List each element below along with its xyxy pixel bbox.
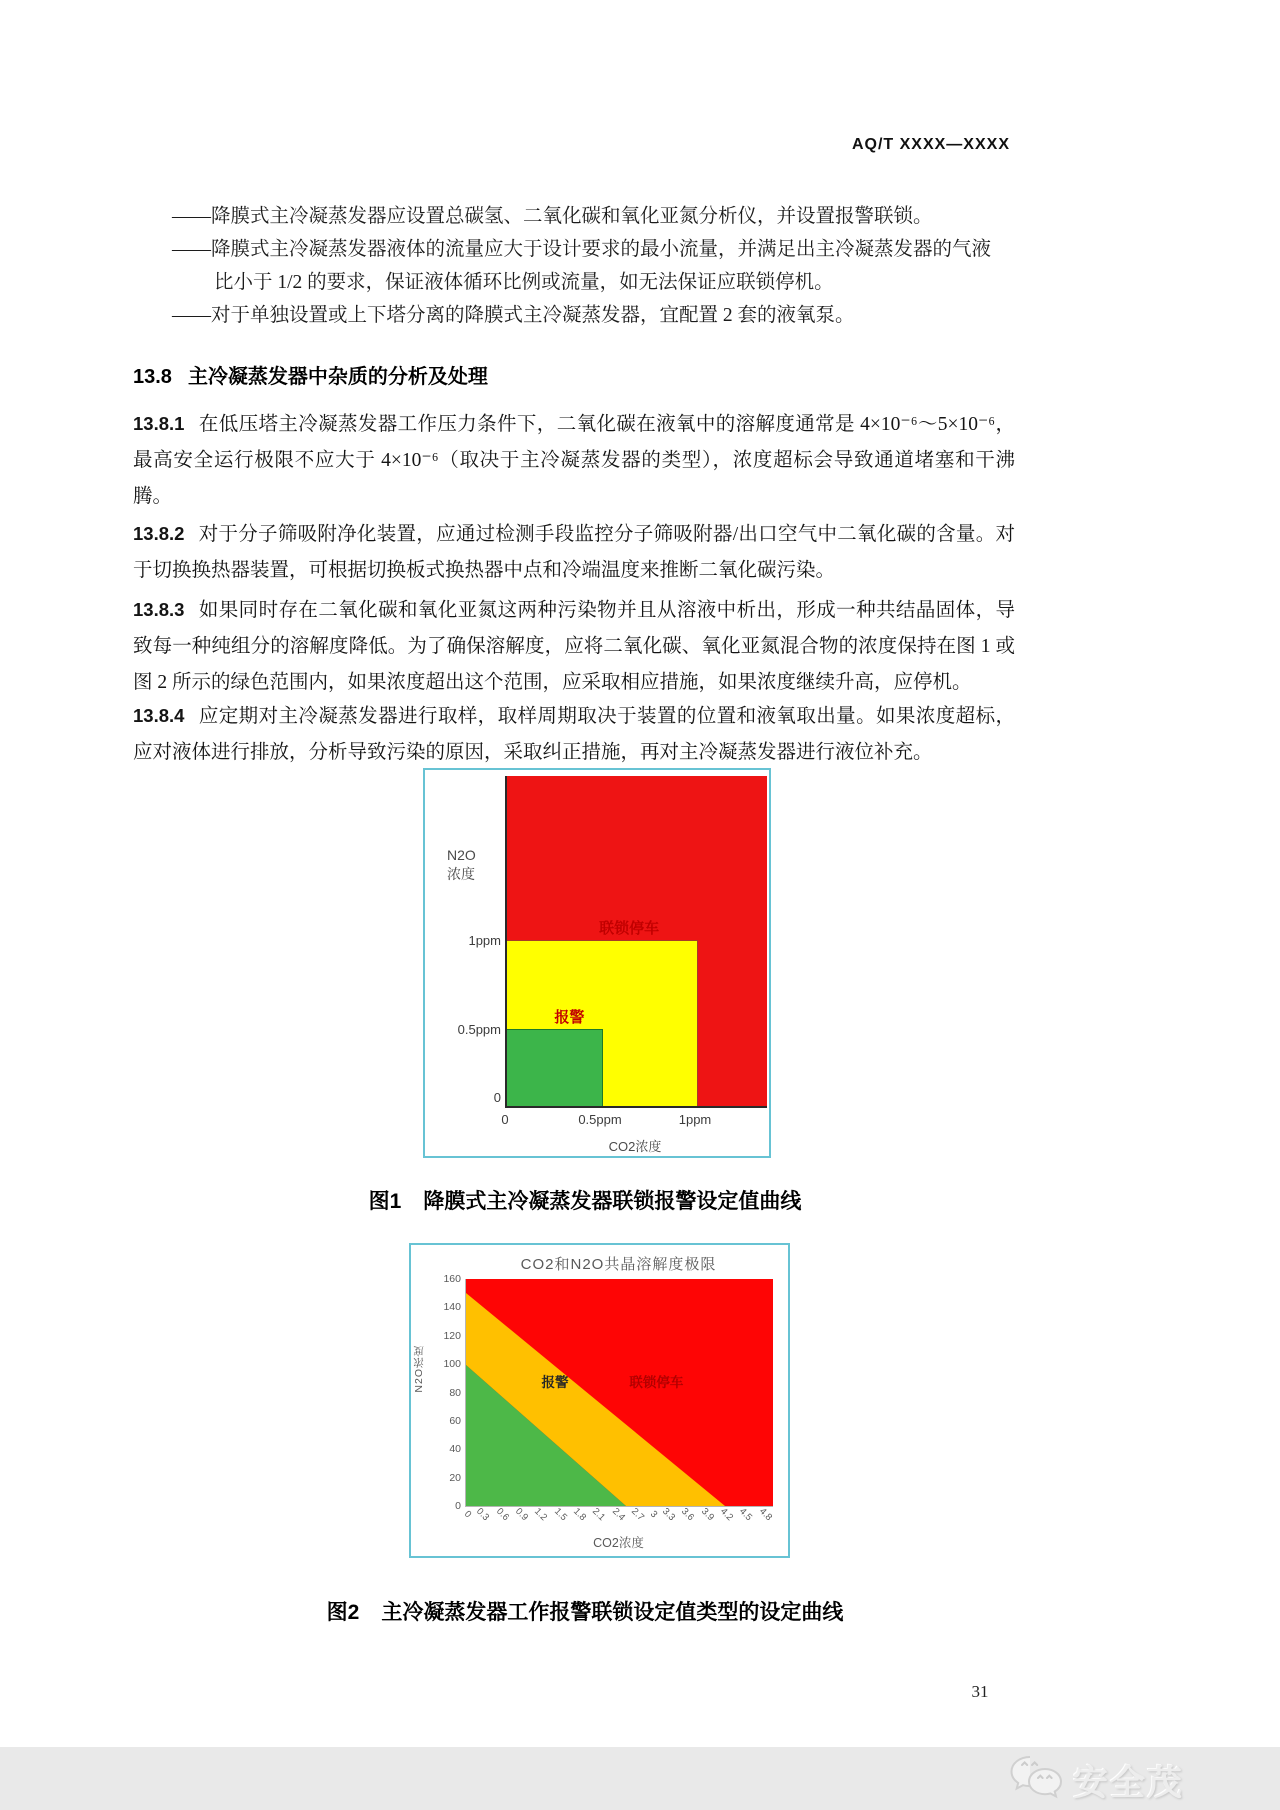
solubility-region-graphic	[466, 1279, 773, 1506]
figure-caption-text: 主冷凝蒸发器工作报警联锁设定值类型的设定曲线	[381, 1601, 844, 1624]
x-axis-label: CO2浓度	[608, 1139, 662, 1154]
figure-1-chart	[423, 768, 771, 1158]
y-tick-label: 1ppm	[468, 933, 501, 948]
figure-2-caption	[30, 1596, 1140, 1626]
alarm-region-label: 报警	[541, 1375, 569, 1391]
trip-region-label: 联锁停车	[629, 1375, 684, 1391]
figure-number: 图2	[326, 1601, 360, 1624]
clause-number: 13.8.2	[133, 523, 185, 544]
x-axis-ticks: 0 0.3 0.6 0.9 1.2 1.5 1.8 2.1 2.4 2.7 3 3.3 3.6 3.9 4.2 4.5 4.8	[461, 1505, 774, 1524]
list-item: ——降膜式主冷凝蒸发器应设置总碳氢、二氧化碳和氧化亚氮分析仪，并设置报警联锁。	[172, 206, 933, 227]
list-item-continuation: 比小于 1/2 的要求，保证液体循环比例或流量，如无法保证应联锁停机。	[214, 272, 834, 293]
watermark-logo	[1009, 1755, 1184, 1806]
x-tick-label: 1ppm	[678, 1112, 712, 1127]
section-number: 13.8	[133, 366, 172, 388]
doc-code: AQ/T XXXX—XXXX	[851, 136, 1010, 153]
trip-region-label: 联锁停车	[599, 920, 660, 937]
clause-text: 对于分子筛吸附净化装置，应通过检测手段监控分子筛吸附器/出口空气中二氧化碳的含量。对于切换换热器装置，可根据切换板式换热器中点和冷端温度来推断二氧化碳污染。	[133, 524, 1015, 581]
figure-1-caption	[30, 1185, 1140, 1215]
y-tick-label: 0.5ppm	[457, 1022, 501, 1037]
clause-paragraph	[133, 516, 1015, 589]
list-item: ——对于单独设置或上下塔分离的降膜式主冷凝蒸发器，宜配置 2 套的液氧泵。	[172, 305, 855, 326]
watermark-text: 安全茂	[1072, 1763, 1184, 1803]
clause-paragraph	[133, 406, 1015, 515]
y-axis-label: N2O 浓度	[447, 847, 476, 882]
clause-number: 13.8.4	[133, 705, 185, 726]
x-tick-label: 0	[501, 1112, 509, 1127]
clause-paragraph	[133, 698, 1015, 771]
figure-1-plot-area	[505, 776, 767, 1108]
page-number: 31	[971, 1682, 989, 1701]
section-heading	[133, 360, 488, 389]
y-axis-ticks: 160 140 120 100 80 60 40 20 0	[443, 1273, 461, 1512]
wechat-chat-bubbles-icon	[1009, 1755, 1065, 1806]
y-tick-label: 0	[493, 1090, 501, 1105]
figure-number: 图1	[368, 1190, 402, 1213]
y-axis-label: N2O浓度	[413, 1345, 425, 1393]
clause-text: 如果同时存在二氧化碳和氧化亚氮这两种污染物并且从溶液中析出，形成一种共结晶固体，导致每一种纯组分的溶解度降低。为了确保溶解度，应将二氧化碳、氧化亚氮混合物的浓度保持在图 1 或图 2 所示的绿色范围内，如果浓度超出这个范围，应采取相应措施，如果浓度继续升高，应停机。	[133, 600, 1015, 693]
normal-region-green	[507, 1029, 603, 1106]
list-item: ——降膜式主冷凝蒸发器液体的流量应大于设计要求的最小流量，并满足出主冷凝蒸发器的气液	[172, 239, 992, 260]
figure-2-plot-area	[465, 1279, 773, 1507]
figure-2-chart	[409, 1243, 790, 1558]
clause-number: 13.8.3	[133, 599, 185, 620]
clause-paragraph	[133, 592, 1015, 701]
alarm-region-label: 报警	[554, 1009, 585, 1027]
intro-list	[172, 200, 1032, 332]
clause-text: 应定期对主冷凝蒸发器进行取样，取样周期取决于装置的位置和液氧取出量。如果浓度超标，应对液体进行排放，分析导致污染的原因，采取纠正措施，再对主冷凝蒸发器进行液位补充。	[133, 706, 1015, 763]
chart-title: CO2和N2O共晶溶解度极限	[520, 1256, 717, 1273]
x-axis-label: CO2浓度	[593, 1536, 644, 1550]
footer-band	[0, 1747, 1280, 1810]
figure-caption-text: 降膜式主冷凝蒸发器联锁报警设定值曲线	[423, 1190, 802, 1213]
clause-text: 在低压塔主冷凝蒸发器工作压力条件下，二氧化碳在液氧中的溶解度通常是 4×10⁻⁶～5×10⁻⁶，最高安全运行极限不应大于 4×10⁻⁶（取决于主冷凝蒸发器的类型），浓度超标会导致通道堵塞和干沸腾。	[133, 414, 1015, 507]
section-title: 主冷凝蒸发器中杂质的分析及处理	[187, 366, 488, 388]
clause-number: 13.8.1	[133, 413, 185, 434]
x-tick-label: 0.5ppm	[578, 1112, 622, 1127]
